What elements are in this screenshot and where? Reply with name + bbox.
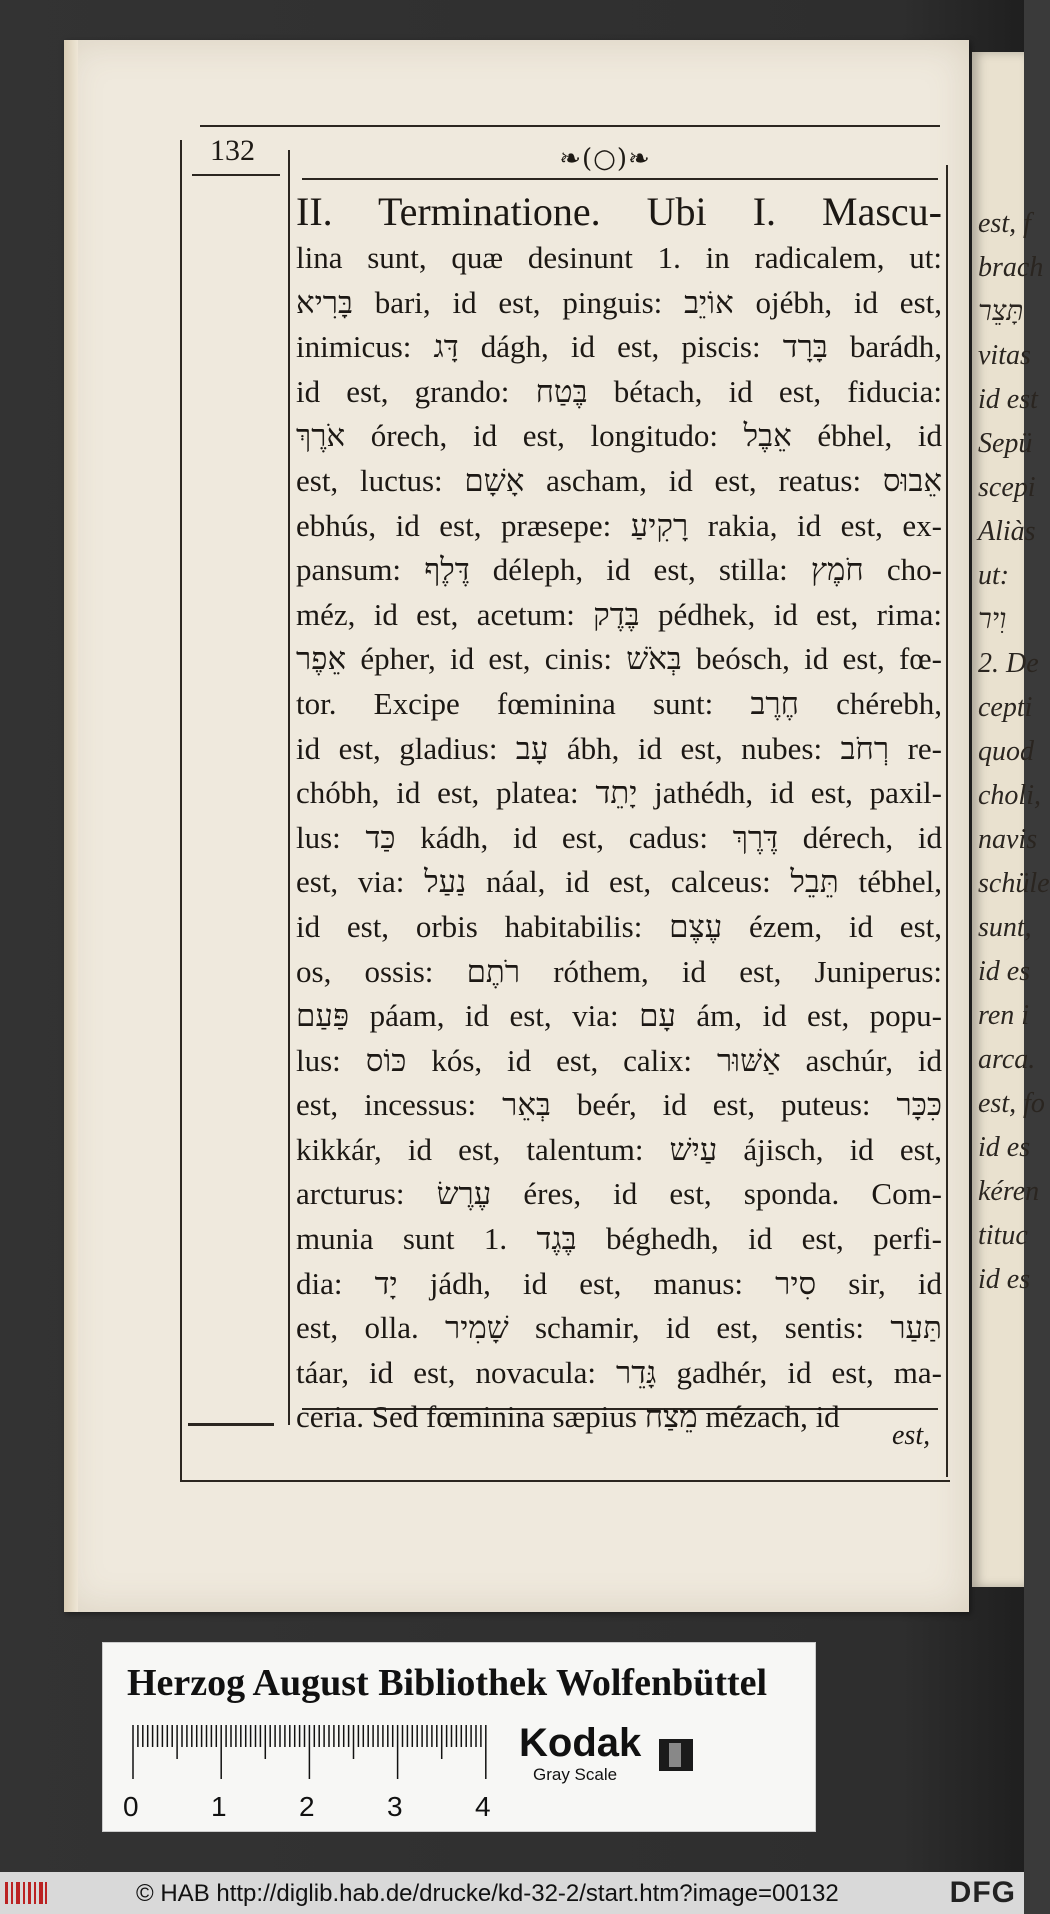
scale-number: 1 xyxy=(211,1791,227,1822)
facing-page-fragment: scepi xyxy=(978,472,1036,503)
header-ornament: ❧(○)❧ xyxy=(559,144,651,174)
color-target-card xyxy=(102,1642,816,1832)
text-line: est, incessus: בְּאֵר beér, id est, puteus: כִּכָּר xyxy=(296,1087,943,1123)
library-title: Herzog August Bibliothek Wolfenbüttel xyxy=(127,1662,768,1704)
facing-page-fragment: arca. xyxy=(978,1044,1036,1075)
facing-page-fragment: תָּצֵר xyxy=(978,296,1024,327)
facing-page-fragment: tituc xyxy=(978,1220,1028,1251)
facing-page-fragment: navis xyxy=(978,824,1038,855)
body-text xyxy=(296,188,942,1440)
facing-page-fragment: id es xyxy=(978,1132,1031,1163)
facing-page-fragment: id est xyxy=(978,384,1038,415)
text-line: פַּעַם páam, id est, via: עָם ám, id est, popu- xyxy=(296,998,942,1034)
facing-page-fragment: choli, xyxy=(978,780,1041,811)
text-line: אֵפֶר épher, id est, cinis: בְּאֹשׁ beósch, id est, fœ- xyxy=(296,641,942,677)
facing-page-fragment: ren i xyxy=(978,1000,1030,1031)
text-line: lus: כַּד kádh, id est, cadus: דֶּרֶךְ dérech, id xyxy=(296,819,942,855)
facing-page-fragment: est, f xyxy=(978,208,1031,239)
facing-page-fragment: schüle xyxy=(978,868,1050,899)
margin-rule-top xyxy=(192,174,280,176)
facing-page-fragment: ut: xyxy=(978,560,1010,591)
facing-page-fragment: cepti xyxy=(978,692,1033,723)
facing-page-fragment: vitas xyxy=(978,340,1031,371)
text-line: est, via: נַעַל náal, id est, calceus: תֵּבֵל tébhel, xyxy=(296,864,942,900)
facing-page-fragment: kéren xyxy=(978,1176,1040,1207)
text-line: lina sunt, quæ desinunt 1. in radicalem, ut: xyxy=(296,240,942,275)
facing-page-fragment: quod xyxy=(978,736,1034,767)
text-line: בָּרִיא bari, id est, pinguis: אוֹיֵב ojébh, id est, xyxy=(296,284,942,320)
viewer-footer xyxy=(0,1872,1024,1914)
copyright-link[interactable]: © HAB http://diglib.hab.de/drucke/kd-32-2/start.htm?image=00132 xyxy=(136,1880,839,1907)
facing-page-fragment: Sepü xyxy=(978,428,1033,459)
text-line: arcturus: עֶרֶשׂ éres, id est, sponda. Com- xyxy=(296,1176,942,1212)
scale-number: 3 xyxy=(387,1791,403,1822)
text-line: tor. Excipe fœminina sunt: חֶרֶב chérebh, xyxy=(296,685,943,721)
ruler-scale xyxy=(129,1725,489,1779)
kodak-logo: Kodak xyxy=(519,1721,642,1765)
facing-page-fragment: id es xyxy=(978,1264,1031,1295)
catchword: est, xyxy=(892,1420,931,1451)
facing-page-fragment: brach xyxy=(978,252,1044,283)
margin-rule xyxy=(288,150,290,1425)
text-line: chóbh, id est, platea: יָתֵד jathédh, id est, paxil- xyxy=(296,775,942,811)
text-line: id est, orbis habitabilis: עֶצֶם ézem, id est, xyxy=(296,908,942,944)
facing-page-fragment: Aliàs xyxy=(978,516,1036,547)
text-line: est, olla. שָׁמִיר schamir, id est, sentis: תַּעַר xyxy=(296,1310,943,1346)
facing-page xyxy=(972,52,1050,1587)
text-line: dia: יָד jádh, id est, manus: סִיר sir, id xyxy=(296,1265,942,1301)
margin-rule-bottom xyxy=(188,1423,274,1426)
gray-scale-label: Gray Scale xyxy=(533,1765,618,1784)
text-line: אֹרֶךְ órech, id est, longitudo: אֵבֶל ébhel, id xyxy=(296,418,942,454)
text-line: id est, grando: בֶּטַח bétach, id est, fiducia: xyxy=(296,373,942,409)
text-line: ceria. Sed fœminina sæpius מֵצַח mézach, id xyxy=(296,1399,840,1435)
text-line: inimicus: דָּג dágh, id est, piscis: בָּרָד barádh, xyxy=(296,329,942,365)
gray-swatch-light xyxy=(669,1743,681,1767)
facing-page-text xyxy=(978,202,1050,1302)
frame-rule-right xyxy=(946,165,948,1477)
facing-page-fragment: 2. De xyxy=(978,648,1039,679)
text-line: os, ossis: רֹתֶם róthem, id est, Juniperus: xyxy=(296,953,942,989)
page-edge xyxy=(64,40,78,1612)
page-number: 132 xyxy=(210,134,255,167)
header-rule xyxy=(302,178,938,180)
barcode-icon xyxy=(4,1878,48,1908)
scale-number: 4 xyxy=(475,1791,491,1822)
text-line: est, luctus: אָשָׁם ascham, id est, reatus: אֵבוּס xyxy=(296,462,942,498)
facing-page-fragment: sunt, xyxy=(978,912,1032,943)
scale-number: 0 xyxy=(123,1791,139,1822)
facing-page-fragment: est, fo xyxy=(978,1088,1045,1119)
text-line: lus: כּוֹס kós, id est, calix: אַשּׁוּר aschúr, id xyxy=(296,1042,942,1078)
text-line: munia sunt 1. בֶּגֶד béghedh, id est, perfi- xyxy=(296,1221,942,1257)
text-line: táar, id est, novacula: גָּדֵר gadhér, id est, ma- xyxy=(296,1354,942,1390)
text-line: II. Terminatione. Ubi I. Mascu- xyxy=(296,189,942,234)
text-line: pansum: דֶּלֶף déleph, id est, stilla: חֹמֶץ cho- xyxy=(296,552,942,588)
text-line: kikkár, id est, talentum: עַיִשׁ ájisch, id est, xyxy=(296,1131,943,1167)
text-line: méz, id est, acetum: בֶּדֶק pédhek, id est, rima: xyxy=(296,596,942,632)
facing-page-fragment: וִיר xyxy=(978,604,1007,635)
text-line: id est, gladius: עָב ábh, id est, nubes: רְחֹב re- xyxy=(296,730,943,766)
frame-rule-top xyxy=(200,125,940,127)
text-line: ebhús, id est, præsepe: רָקִיעַ rakia, id est, ex- xyxy=(296,507,942,543)
dfg-logo: DFG xyxy=(949,1876,1016,1909)
facing-page-fragment: id es xyxy=(978,956,1031,987)
scale-number: 2 xyxy=(299,1791,315,1822)
